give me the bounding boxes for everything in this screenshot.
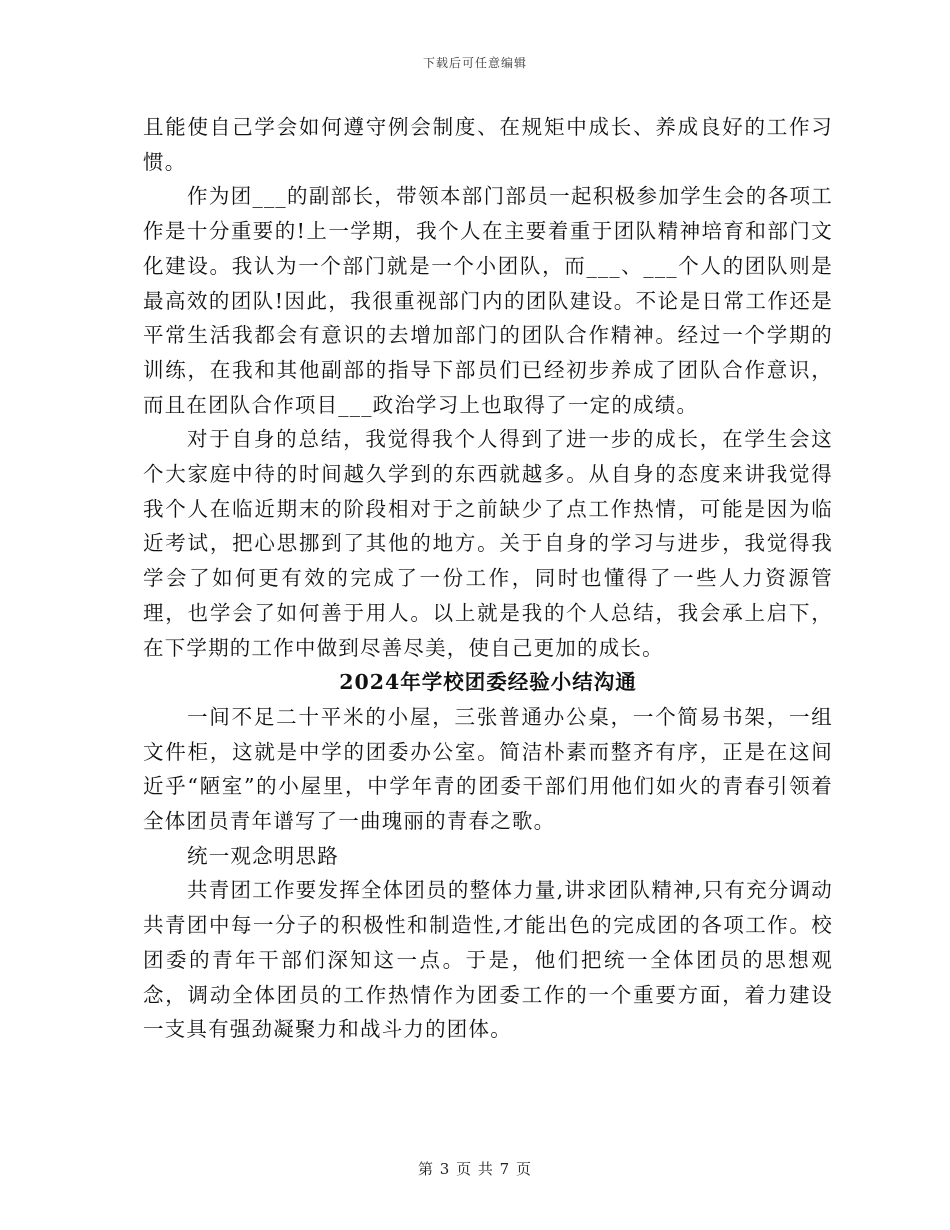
section-title: 2024年学校团委经验小结沟通	[339, 670, 637, 695]
document-body	[143, 110, 833, 1047]
paragraph-6: 共青团工作要发挥全体团员的整体力量,讲求团队精神,只有充分调动共青团中每一分子的积极性和制造性,才能出色的完成团的各项工作。校团委的青年干部们深知这一点。于是，他们把统一全体团员的思想观念，调动全体团员的工作热情作为团委工作的一个重要方面，着力建设一支具有强劲凝聚力和战斗力的团体。	[143, 878, 833, 1042]
paragraph-3: 对于自身的总结，我觉得我个人得到了进一步的成长，在学生会这个大家庭中待的时间越久学到的东西就越多。从自身的态度来讲我觉得我个人在临近期末的阶段相对于之前缺少了点工作热情，可能是因为临近考试，把心思挪到了其他的地方。关于自身的学习与进步，我觉得我学会了如何更有效的完成了一份工作，同时也懂得了一些人力资源管理，也学会了如何善于用人。以上就是我的个人总结，我会承上启下，在下学期的工作中做到尽善尽美，使自己更加的成长。	[143, 427, 833, 660]
header-note: 下载后可任意编辑	[422, 56, 527, 70]
paragraph-4: 一间不足二十平米的小屋，三张普通办公桌，一个简易书架，一组文件柜，这就是中学的团委办公室。简洁朴素而整齐有序，正是在这间近乎“陋室”的小屋里，中学年青的团委干部们用他们如火的青春引领着全体团员青年谱写了一曲瑰丽的青春之歌。	[143, 704, 833, 834]
subheading: 统一观念明思路	[187, 843, 339, 868]
paragraph-1: 且能使自己学会如何遵守例会制度、在规矩中成长、养成良好的工作习惯。	[143, 115, 833, 174]
paragraph-2: 作为团___的副部长，带领本部门部员一起积极参加学生会的各项工作是十分重要的!上一学期，我个人在主要着重于团队精神培育和部门文化建设。我认为一个部门就是一个小团队，而___、___个人的团队则是最高效的团队!因此，我很重视部门内的团队建设。不论是日常工作还是平常生活我都会有意识的去增加部门的团队合作精神。经过一个学期的训练，在我和其他副部的指导下部员们已经初步养成了团队合作意识，而且在团队合作项目___政治学习上也取得了一定的成绩。	[143, 184, 833, 417]
page-footer: 第 3 页 共 7 页	[418, 1160, 532, 1178]
